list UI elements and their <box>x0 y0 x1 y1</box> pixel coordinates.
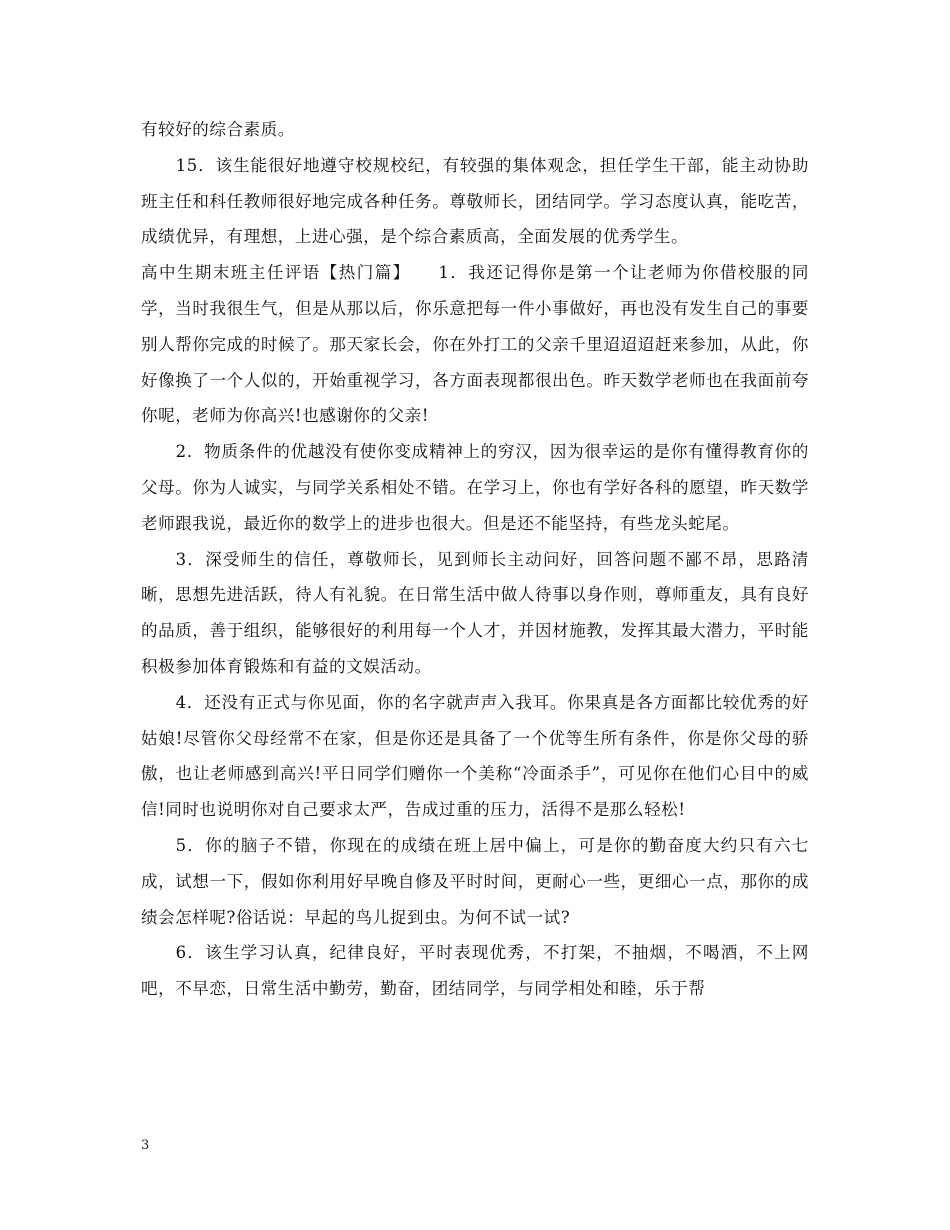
page-number: 3 <box>141 1138 150 1153</box>
paragraph-continuation: 有较好的综合素质。 <box>141 120 295 139</box>
paragraph-section-heading-comment-1: 高中生期末班主任评语【热门篇】 1．我还记得你是第一个让老师为你借校服的同学，当时我很生气，但是从那以后，你乐意把每一件小事做好，再也没有发生自己的事要别人帮你完成的时候了。那天家长会，你在外打工的父亲千里迢迢迢赶来参加，从此，你好像换了一个人似的，开始重视学习，各方面表现都很出色。昨天数学老师也在我面前夸你呢，老师为你高兴!也感谢你的父亲! <box>141 263 809 426</box>
paragraph-comment-2: 2．物质条件的优越没有使你变成精神上的穷汉，因为很幸运的是你有懂得教育你的父母。你为人诚实，与同学关系相处不错。在学习上，你也有学好各科的愿望，昨天数学老师跟我说，最近你的数学上的进步也很大。但是还不能坚持，有些龙头蛇尾。 <box>141 442 809 533</box>
paragraph-comment-4: 4．还没有正式与你见面，你的名字就声声入我耳。你果真是各方面都比较优秀的好姑娘!尽管你父母经常不在家，但是你还是具备了一个优等生所有条件，你是你父母的骄傲，也让老师感到高兴!平日同学们赠你一个美称“冷面杀手”，可见你在他们心目中的威信!同时也说明你对自己要求太严，告成过重的压力，活得不是那么轻松! <box>141 692 809 820</box>
paragraph-comment-3: 3．深受师生的信任，尊敬师长，见到师长主动问好，回答问题不鄙不昂，思路清晰，思想先进活跃，待人有礼貌。在日常生活中做人待事以身作则，尊师重友，具有良好的品质，善于组织，能够很好的利用每一个人才，并因材施教，发挥其最大潜力，平时能积极参加体育锻炼和有益的文娱活动。 <box>141 549 809 676</box>
paragraph-comment-6: 6．该生学习认真，纪律良好，平时表现优秀，不打架，不抽烟，不喝酒，不上网吧，不早恋，日常生活中勤劳，勤奋，团结同学，与同学相处和睦，乐于帮 <box>141 943 809 999</box>
document-body <box>141 112 809 1007</box>
paragraph-comment-15: 15．该生能很好地遵守校规校纪，有较强的集体观念，担任学生干部，能主动协助班主任和科任教师很好地完成各种任务。尊敬师长，团结同学。学习态度认真，能吃苦，成绩优异，有理想，上进心强，是个综合素质高，全面发展的优秀学生。 <box>141 155 809 247</box>
paragraph-comment-5: 5．你的脑子不错，你现在的成绩在班上居中偏上，可是你的勤奋度大约只有六七成，试想一下，假如你利用好早晚自修及平时时间，更耐心一些，更细心一点，那你的成绩会怎样呢?俗话说：早起的鸟儿捉到虫。为何不试一试? <box>141 835 809 927</box>
